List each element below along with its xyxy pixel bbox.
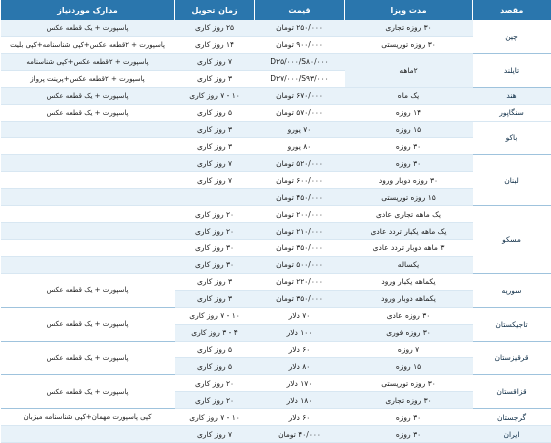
destination-cell: لبنان — [473, 155, 551, 206]
delivery-time-cell: ۲۰ روز کاری — [175, 392, 255, 409]
delivery-time-cell: ۳ روز کاری — [175, 121, 255, 138]
table-row — [1, 307, 551, 324]
visa-duration-cell: ۳ ماهه دوبار تردد عادی — [345, 239, 473, 256]
visa-duration-cell: ۳۰ روزه فوری — [345, 324, 473, 341]
delivery-time-cell: ۳ روز کاری — [175, 70, 255, 87]
table-body — [1, 20, 551, 443]
destination-cell: سوریه — [473, 273, 551, 307]
price-cell: ۵۰۰/۰۰۰ تومان — [255, 256, 345, 273]
destination-cell: تایلند — [473, 53, 551, 87]
documents-cell — [1, 206, 175, 223]
visa-duration-cell: ۳۰ روزه تجاری — [345, 20, 473, 36]
destination-cell: سنگاپور — [473, 104, 551, 121]
visa-duration-cell: ۱۴ روزه — [345, 104, 473, 121]
destination-cell: قرقیزستان — [473, 341, 551, 375]
visa-duration-cell: ۷ روزه — [345, 341, 473, 358]
price-cell: ۶۷۰/۰۰۰ تومان — [255, 87, 345, 104]
table-row — [1, 155, 551, 172]
price-cell: ۲۵۰/۰۰۰ تومان — [255, 20, 345, 36]
visa-duration-cell: ۲ماهه — [345, 53, 473, 87]
documents-cell: پاسپورت + ۲قطعه عکس+پرینت پرواز — [1, 70, 175, 87]
header-delivery-time: زمان تحویل — [175, 0, 255, 20]
delivery-time-cell: ۷ روز کاری — [175, 426, 255, 443]
documents-cell — [1, 256, 175, 273]
price-cell: ۱۰۰ دلار — [255, 324, 345, 341]
table-row — [1, 239, 551, 256]
documents-cell: پاسپورت + یک قطعه عکس — [1, 273, 175, 307]
delivery-time-cell: ۷ روز کاری — [175, 53, 255, 70]
documents-cell — [1, 426, 175, 443]
delivery-time-cell: ۳ روز کاری — [175, 273, 255, 290]
visa-duration-cell: یکساله — [345, 256, 473, 273]
documents-cell — [1, 172, 175, 189]
table-row — [1, 341, 551, 358]
visa-duration-cell: یک ماه — [345, 87, 473, 104]
table-header-row — [1, 0, 551, 20]
price-cell: ۷۰ یورو — [255, 121, 345, 138]
table-row — [1, 138, 551, 155]
visa-duration-cell: ۳۰ روزه — [345, 155, 473, 172]
price-cell: ۲۲۰/۰۰۰ تومان — [255, 273, 345, 290]
documents-cell — [1, 223, 175, 240]
table-row — [1, 172, 551, 189]
table-row — [1, 87, 551, 104]
price-cell: ۵۲۰/۰۰۰ تومان — [255, 155, 345, 172]
destination-cell: باکو — [473, 121, 551, 155]
visa-duration-cell: ۱۵ روزه توریستی — [345, 189, 473, 206]
visa-duration-cell: ۳۰ روزه توریستی — [345, 375, 473, 392]
table-row — [1, 426, 551, 443]
documents-cell: پاسپورت + ۲قطعه عکس+کپی شناسنامه — [1, 53, 175, 70]
delivery-time-cell: ۷ روز کاری — [175, 155, 255, 172]
delivery-time-cell: ۴ - ۳ روز کاری — [175, 324, 255, 341]
visa-duration-cell: ۳۰ روزه عادی — [345, 307, 473, 324]
price-cell: ۷۰ دلار — [255, 307, 345, 324]
delivery-time-cell: ۲۰ روز کاری — [175, 206, 255, 223]
table-row — [1, 36, 551, 53]
destination-cell: هند — [473, 87, 551, 104]
documents-cell: پاسپورت + یک قطعه عکس — [1, 104, 175, 121]
price-cell: ۳۵۰/۰۰۰ تومان — [255, 239, 345, 256]
delivery-time-cell: ۱۴ روز کاری — [175, 36, 255, 53]
documents-cell: پاسپورت + یک قطعه عکس — [1, 87, 175, 104]
visa-duration-cell: یکماهه دوبار ورود — [345, 290, 473, 307]
header-visa-duration: مدت ویزا — [345, 0, 473, 20]
table-row — [1, 256, 551, 273]
table-row — [1, 121, 551, 138]
delivery-time-cell: ۷ روز کاری — [175, 172, 255, 189]
destination-cell: ایران — [473, 426, 551, 443]
price-cell: ۳۵۰/۰۰۰ تومان — [255, 290, 345, 307]
documents-cell: پاسپورت + یک قطعه عکس — [1, 307, 175, 341]
visa-duration-cell: ۱۵ روزه — [345, 358, 473, 375]
visa-duration-cell: یکماهه یکبار ورود — [345, 273, 473, 290]
visa-duration-cell: ۳۰ روزه — [345, 138, 473, 155]
table-row — [1, 189, 551, 206]
price-cell: ۵۷۰/۰۰۰ تومان — [255, 104, 345, 121]
delivery-time-cell: ۱۰ - ۷ روز کاری — [175, 87, 255, 104]
delivery-time-cell: ۱۰ - ۷ روز کاری — [175, 307, 255, 324]
table-row — [1, 409, 551, 426]
destination-cell: قزاقستان — [473, 375, 551, 409]
price-cell: ۸۰ یورو — [255, 138, 345, 155]
visa-duration-cell: یک ماهه یکبار تردد عادی — [345, 223, 473, 240]
delivery-time-cell: ۳۰ روز کاری — [175, 256, 255, 273]
documents-cell: کپی پاسپورت مهمان+کپی شناسنامه میزبان — [1, 409, 175, 426]
price-cell: D۲۵/۰۰۰/S۸۰/۰۰۰ — [255, 53, 345, 70]
destination-cell: چین — [473, 20, 551, 53]
documents-cell — [1, 121, 175, 138]
documents-cell: پاسپورت + یک قطعه عکس — [1, 341, 175, 375]
delivery-time-cell: ۱۰ - ۷ روز کاری — [175, 409, 255, 426]
header-required-documents: مدارک موردنیاز — [1, 0, 175, 20]
visa-duration-cell: ۳۰ روزه توریستی — [345, 36, 473, 53]
documents-cell — [1, 155, 175, 172]
table-row — [1, 223, 551, 240]
price-cell: ۴۵۰/۰۰۰ تومان — [255, 189, 345, 206]
delivery-time-cell: ۲۰ روز کاری — [175, 375, 255, 392]
delivery-time-cell: ۲۵ روز کاری — [175, 20, 255, 36]
table-row — [1, 375, 551, 392]
visa-duration-cell: ۳۰ روزه تجاری — [345, 392, 473, 409]
delivery-time-cell: ۵ روز کاری — [175, 104, 255, 121]
price-cell: ۶۰ دلار — [255, 341, 345, 358]
price-cell: ۲۱۰/۰۰۰ تومان — [255, 223, 345, 240]
destination-cell: گرجستان — [473, 409, 551, 426]
delivery-time-cell: ۲۰ روز کاری — [175, 223, 255, 240]
price-cell: ۱۷۰ دلار — [255, 375, 345, 392]
visa-duration-cell: ۱۵ روزه — [345, 121, 473, 138]
documents-cell: پاسپورت + یک قطعه عکس — [1, 375, 175, 409]
delivery-time-cell: ۳ روز کاری — [175, 290, 255, 307]
price-cell: ۶۰ دلار — [255, 409, 345, 426]
documents-cell — [1, 189, 175, 206]
price-cell: ۱۸۰ دلار — [255, 392, 345, 409]
delivery-time-cell: ۳ روز کاری — [175, 138, 255, 155]
documents-cell — [1, 239, 175, 256]
documents-cell — [1, 138, 175, 155]
table-row — [1, 273, 551, 290]
price-cell: D۲۷/۰۰۰/S۹۳/۰۰۰ — [255, 70, 345, 87]
delivery-time-cell: ۳۰ روز کاری — [175, 239, 255, 256]
delivery-time-cell: ۵ روز کاری — [175, 358, 255, 375]
header-price: قیمت — [255, 0, 345, 20]
visa-duration-cell: ۳۰ روزه — [345, 409, 473, 426]
documents-cell: پاسپورت + ۲قطعه عکس+کپی شناسنامه+کپی بلیت — [1, 36, 175, 53]
table-row — [1, 53, 551, 70]
price-cell: ۴۰/۰۰۰ تومان — [255, 426, 345, 443]
delivery-time-cell — [175, 189, 255, 206]
visa-duration-cell: ۳۰ روزه — [345, 426, 473, 443]
visa-duration-cell: ۳۰ روزه دوبار ورود — [345, 172, 473, 189]
price-cell: ۹۰۰/۰۰۰ تومان — [255, 36, 345, 53]
table-row — [1, 206, 551, 223]
price-cell: ۲۰۰/۰۰۰ تومان — [255, 206, 345, 223]
documents-cell: پاسپورت + یک قطعه عکس — [1, 20, 175, 36]
header-destination: مقصد — [473, 0, 551, 20]
price-cell: ۸۰ دلار — [255, 358, 345, 375]
table-row — [1, 104, 551, 121]
destination-cell: مسکو — [473, 206, 551, 274]
delivery-time-cell: ۵ روز کاری — [175, 341, 255, 358]
destination-cell: تاجیکستان — [473, 307, 551, 341]
visa-duration-cell: یک ماهه تجاری عادی — [345, 206, 473, 223]
table-row — [1, 20, 551, 36]
price-cell: ۶۰۰/۰۰۰ تومان — [255, 172, 345, 189]
